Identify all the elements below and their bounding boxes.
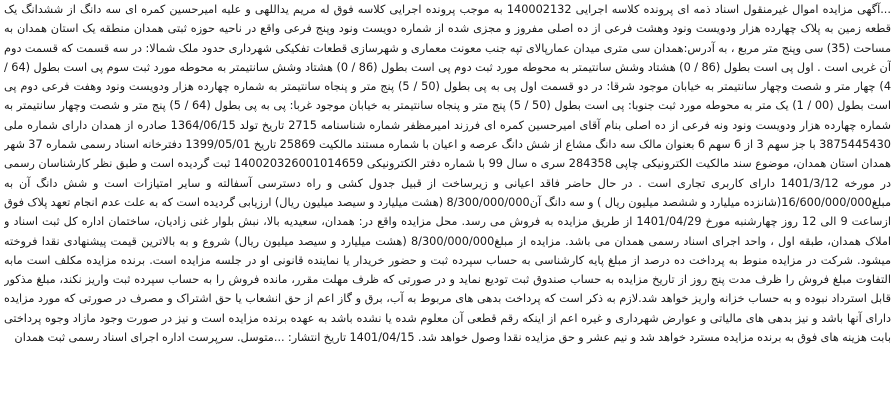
auction-notice-text: ...آگهی مزایده اموال غیرمنقول اسناد ذمه ای پرونده کلاسه اجرایی 140002132 به موجب پرونده اجرایی کلاسه فوق له مریم یداللهی و علیه امیرحسین کمره ای سه دانگ از ششدانگ یک قطعه زمین به پلاک چهارده هزار ودویست ونود وهشت فرعی از ده اصلی مفروز و مجزی شده از شماره دویست ونود وپنج فرعی واقع در ناحیه حوزه ثبتی همدان منطقه یک استان همدان به مساحت (35) سی وپنج متر مربع ، به آدرس:همدان سی متری میدان عمارپالای تپه جنب معونت معماری و شهرسازی قطعات تفکیکی شهرداری حدود ملک شمالا: در سه قسمت که قسمت دوم آن غربی است . اول پی است بطول (86 / 0) هشتاد وشش سانتیمتر به محوطه مورد ثبت دوم پی است بطول (86 / 0) هشتاد وشش سانتیمتر به محوطه مورد ثبت سوم پی است بطول (64 / 4) چهار متر و شصت وچهار سانتیمتر به خیابان موجود شرقا: در دو قسمت اول پی به پی بطول (50 / 5) پنج متر و پنجاه سانتیمتر به شماره چهارده هزار ودویست ونود وهفت فرعی دوم پی است بطول (00 / 1) یک متر به محوطه مورد ثبت جنوبا: پی است بطول (50 / 5) پنج متر و پنجاه سانتیمتر به خیابان موجود غربا: پی به پی بطول (64 / 5) پنج متر و شصت وچهار سانتیمتر به شماره چهارده هزار ودویست ونود ونه فرعی از ده اصلی بنام آقای امیرحسین کمره ای فرزند امیرمظفر شماره شناسنامه 2715 تاریخ تولد 1364/06/15 صادره از همدان دارای شماره ملی 3875445430 با جز سهم 3 از 6 سهم 6 بعنوان مالک سه دانگ مشاع از شش دانگ عرصه و اعیان با شماره مستند مالکیت 25869 تاریخ 1399/05/01 دفترخانه اسناد رسمی شماره 37 شهر همدان استان همدان، موضوع سند مالکیت الکترونیکی چاپی 284358 سری ه سال 99 با شماره دفتر الکترونیکی 140020326001014659 ثبت گردیده است و طبق نظر کارشناسان رسمی در مورخه 1401/3/12 دارای کاربری تجاری است . در حال حاضر فاقد اعیانی و زیرساخت از قبیل جدول کشی و راه دسترسی آسفالته و سایر امتیازات است و شش دانگ آن به مبلغ16/600/000/000(شانزده میلیارد و ششصد میلیون ریال ) و سه دانگ آن8/300/000/000 (هشت میلیارد و سیصد میلیون ریال) ارزیابی گردیده است که به علت عدم انجام تعهد پلاک فوق ازساعت 9 الی 12 روز چهارشنبه مورخ 1401/04/29 از طریق مزایده به فروش می رسد. محل مزایده واقع در: همدان، سعیدیه بالا، نبش بلوار غنی زادیان، ساختمان اداره کل ثبت اسناد و املاک همدان، طبقه اول ، واحد اجرای اسناد رسمی همدان می باشد. مزایده از مبلغ8/300/000/000 (هشت میلیارد و سیصد میلیون ریال) شروع و به بالاترین قیمت پیشنهادی نقدا فروخته میشود. شرکت در مزایده منوط به پرداخت ده درصد از مبلغ پایه کارشناسی به حساب سپرده ثبت و حضور خریدار یا نماینده قانونی او در جلسه مزایده است. برنده مزایده مکلف است مابه التفاوت مبلغ فروش را ظرف مدت پنج روز از تاریخ مزایده به حساب صندوق ثبت تودیع نماید و در صورتی که ظرف مهلت مقرر، مانده فروش را به حساب سپرده ثبت واریز نکند، مبلغ مذکور قابل استرداد نبوده و به حساب خزانه واریز خواهد شد.لازم به ذکر است که پرداخت بدهی های مربوط به آب، برق و گاز اعم از حق انشعاب یا حق اشتراک و مصرف در صورتی که مورد مزایده دارای آنها باشد و نیز بدهی های مالیاتی و عوارض شهرداری و غیره اعم از اینکه رقم قطعی آن معلوم شده یا نشده باشد به عهده برنده مزایده است و نیز در صورت وجود مازاد وجوه پرداختی بابت هزینه های فوق به برنده مزایده مسترد خواهد شد و نیم عشر و حق مزایده نقدا وصول خواهد شد. 1401/04/15 تاریخ انتشار: ...متوسل. سرپرست اداره اجرای اسناد رسمی ثبت همدان (4, 3, 891, 345)
auction-notice (4, 0, 891, 411)
